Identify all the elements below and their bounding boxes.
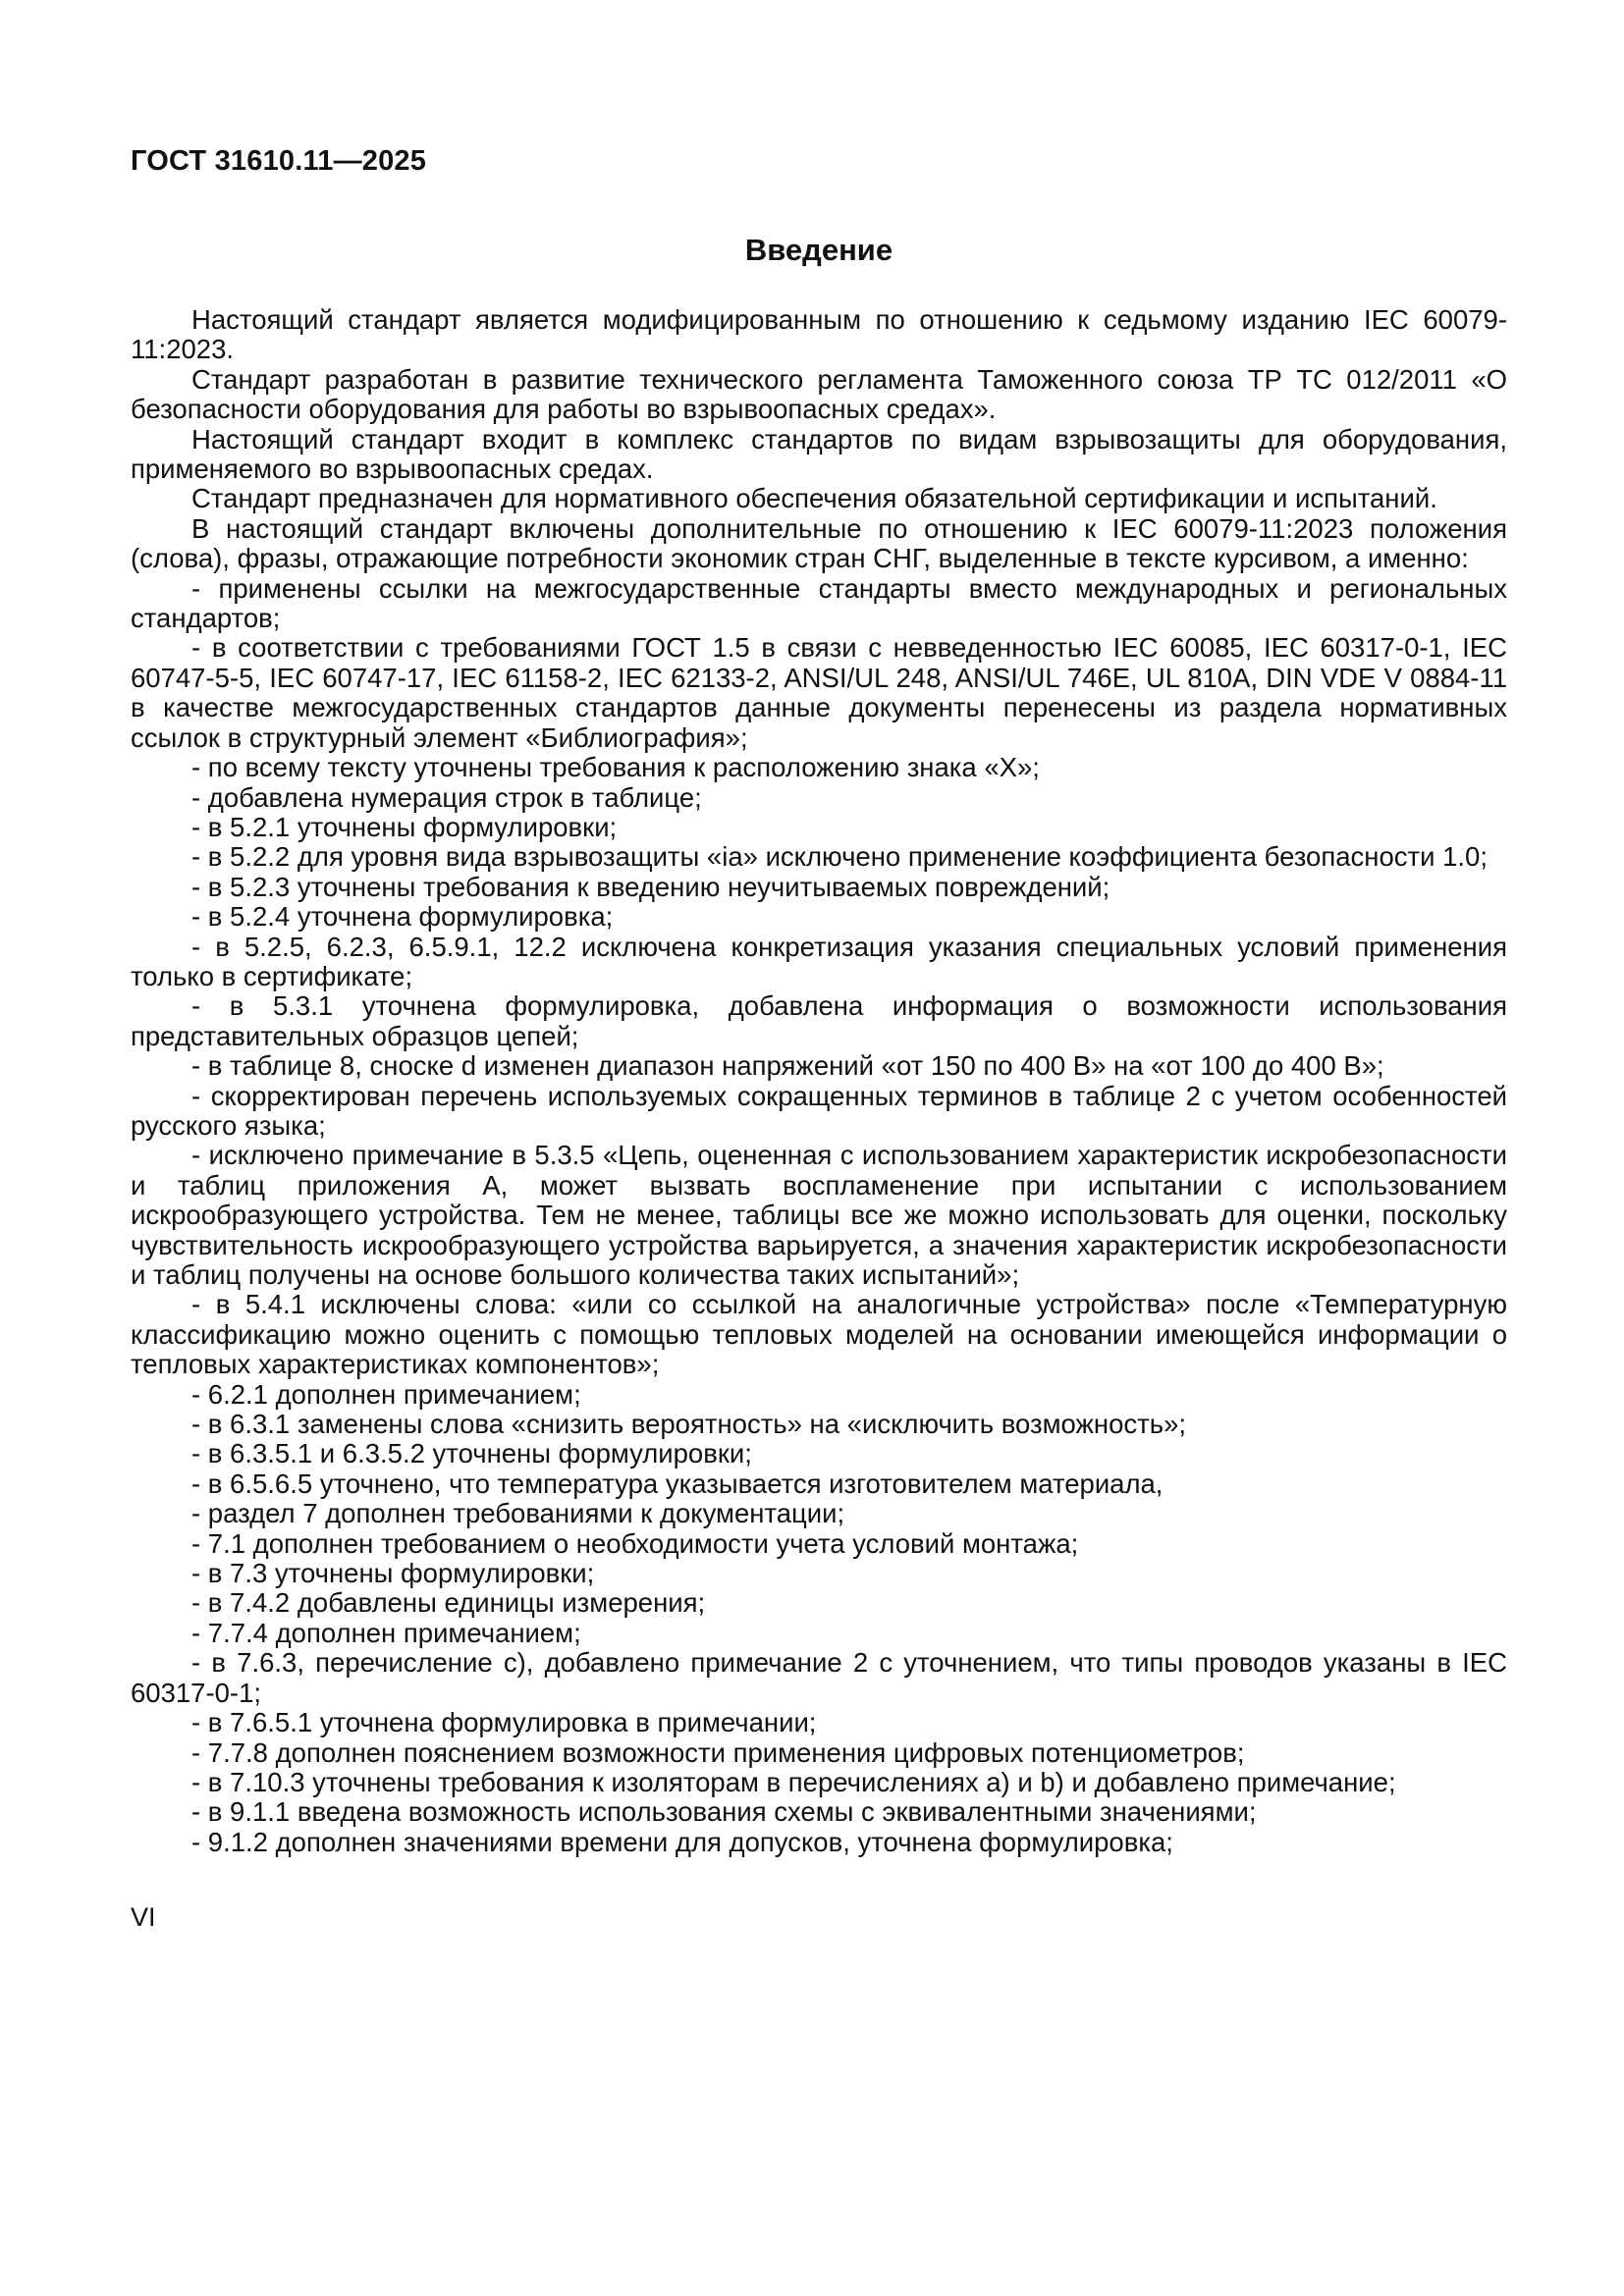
list-item: - в 5.3.1 уточнена формулировка, добавлена информация о возможности использования представительных образцов цепей; <box>131 990 1507 1051</box>
list-item: - добавлена нумерация строк в таблице; <box>191 781 702 813</box>
doc-body <box>131 305 1507 1857</box>
list-item: - скорректирован перечень используемых сокращенных терминов в таблице 2 с учетом особенностей русского языка; <box>131 1080 1507 1141</box>
list-item: - 7.1 дополнен требованием о необходимости учета условий монтажа; <box>191 1527 1079 1559</box>
list-item: - в таблице 8, сноске d изменен диапазон напряжений «от 150 по 400 В» на «от 100 до 400 В»; <box>191 1050 1384 1082</box>
page-title: Введение <box>744 233 893 267</box>
page-number: VI <box>131 1902 156 1933</box>
list-item: - 7.7.8 дополнен пояснением возможности применения цифровых потенциометров; <box>191 1736 1245 1768</box>
list-item: - 7.7.4 дополнен примечанием; <box>191 1617 581 1648</box>
list-item: - в 7.4.2 добавлены единицы измерения; <box>191 1587 706 1619</box>
list-item: - в 6.3.1 заменены слова «снизить вероятность» на «исключить возможность»; <box>191 1409 1187 1440</box>
paragraph: Стандарт разработан в развитие технического регламента Таможенного союза ТР ТС 012/2011 «О безопасности оборудования для работы во взрывоопасных средах». <box>131 363 1507 425</box>
paragraph: В настоящий стандарт включены дополнительные по отношению к IEC 60079-11:2023 положения (слова), фразы, отражающие потребности экономик стран СНГ, выделенные в тексте курсивом, а именно: <box>131 512 1507 574</box>
paragraph: Стандарт предназначен для нормативного обеспечения обязательной сертификации и испытаний. <box>191 483 1437 514</box>
list-item: - 6.2.1 дополнен примечанием; <box>191 1378 581 1410</box>
list-item: - исключено примечание в 5.3.5 «Цепь, оцененная с использованием характеристик искробезопасности и таблиц приложения А, может вызвать воспламенение при испытании с использованием искрообразующего устройства. Тем не менее, таблицы все же можно использовать для оценки, поскольку чувствительность искрообразующего устройства варьируется, а значения характеристик искробезопасности и таблиц получены на основе большого количества таких испытаний»; <box>131 1140 1507 1290</box>
paragraph: Настоящий стандарт является модифицированным по отношению к седьмому изданию IEC 60079-11:2023. <box>131 304 1507 365</box>
list-item: - в 6.3.5.1 и 6.3.5.2 уточнены формулировки; <box>191 1438 752 1469</box>
doc-number: ГОСТ 31610.11—2025 <box>131 145 427 177</box>
list-item: - в соответствии с требованиями ГОСТ 1.5 в связи с невведенностью IEC 60085, IEC 60317-0-1, IEC 60747-5-5, IEC 60747-17, IEC 61158-2, IEC 62133-2, ANSI/UL 248, ANSI/UL 746E, UL 810A, DIN VDE V 0884-11 в качестве межгосударственных стандартов данные документы перенесены из раздела нормативных ссылок в структурный элемент «Библиография»; <box>131 632 1507 753</box>
list-item: - в 5.2.4 уточнена формулировка; <box>191 901 614 933</box>
list-item: - в 7.6.3, перечисление c), добавлено примечание 2 с уточнением, что типы проводов указаны в IEC 60317-0-1; <box>131 1647 1507 1708</box>
list-item: - 9.1.2 дополнен значениями времени для допусков, уточнена формулировка; <box>191 1826 1173 1857</box>
list-item: - в 5.2.1 уточнены формулировки; <box>191 811 618 842</box>
list-item: - в 9.1.1 введена возможность использования схемы с эквивалентными значениями; <box>191 1796 1257 1828</box>
list-item: - раздел 7 дополнен требованиями к документации; <box>191 1498 845 1529</box>
list-item: - по всему тексту уточнены требования к расположению знака «X»; <box>191 752 1040 783</box>
paragraph: Настоящий стандарт входит в комплекс стандартов по видам взрывозащиты для оборудования, применяемого во взрывоопасных средах. <box>131 423 1507 485</box>
list-item: - в 7.10.3 уточнены требования к изоляторам в перечислениях a) и b) и добавлено примечание; <box>191 1766 1396 1797</box>
list-item: - в 7.6.5.1 уточнена формулировка в примечании; <box>191 1707 817 1738</box>
list-item: - применены ссылки на межгосударственные стандарты вместо международных и региональных стандартов; <box>131 572 1507 634</box>
list-item: - в 5.2.3 уточнены требования к введению неучитываемых повреждений; <box>191 871 1110 902</box>
list-item: - в 5.2.5, 6.2.3, 6.5.9.1, 12.2 исключена конкретизация указания специальных условий применения только в сертификате; <box>131 931 1507 991</box>
list-item: - в 5.2.2 для уровня вида взрывозащиты «ia» исключено применение коэффициента безопасности 1.0; <box>191 841 1488 873</box>
list-item: - в 5.4.1 исключены слова: «или со ссылкой на аналогичные устройства» после «Температурную классификацию можно оценить с помощью тепловых моделей на основании имеющейся информации о тепловых характеристиках компонентов»; <box>131 1289 1507 1380</box>
list-item: - в 7.3 уточнены формулировки; <box>191 1558 595 1589</box>
list-item: - в 6.5.6.5 уточнено, что температура указывается изготовителем материала, <box>191 1468 1164 1499</box>
